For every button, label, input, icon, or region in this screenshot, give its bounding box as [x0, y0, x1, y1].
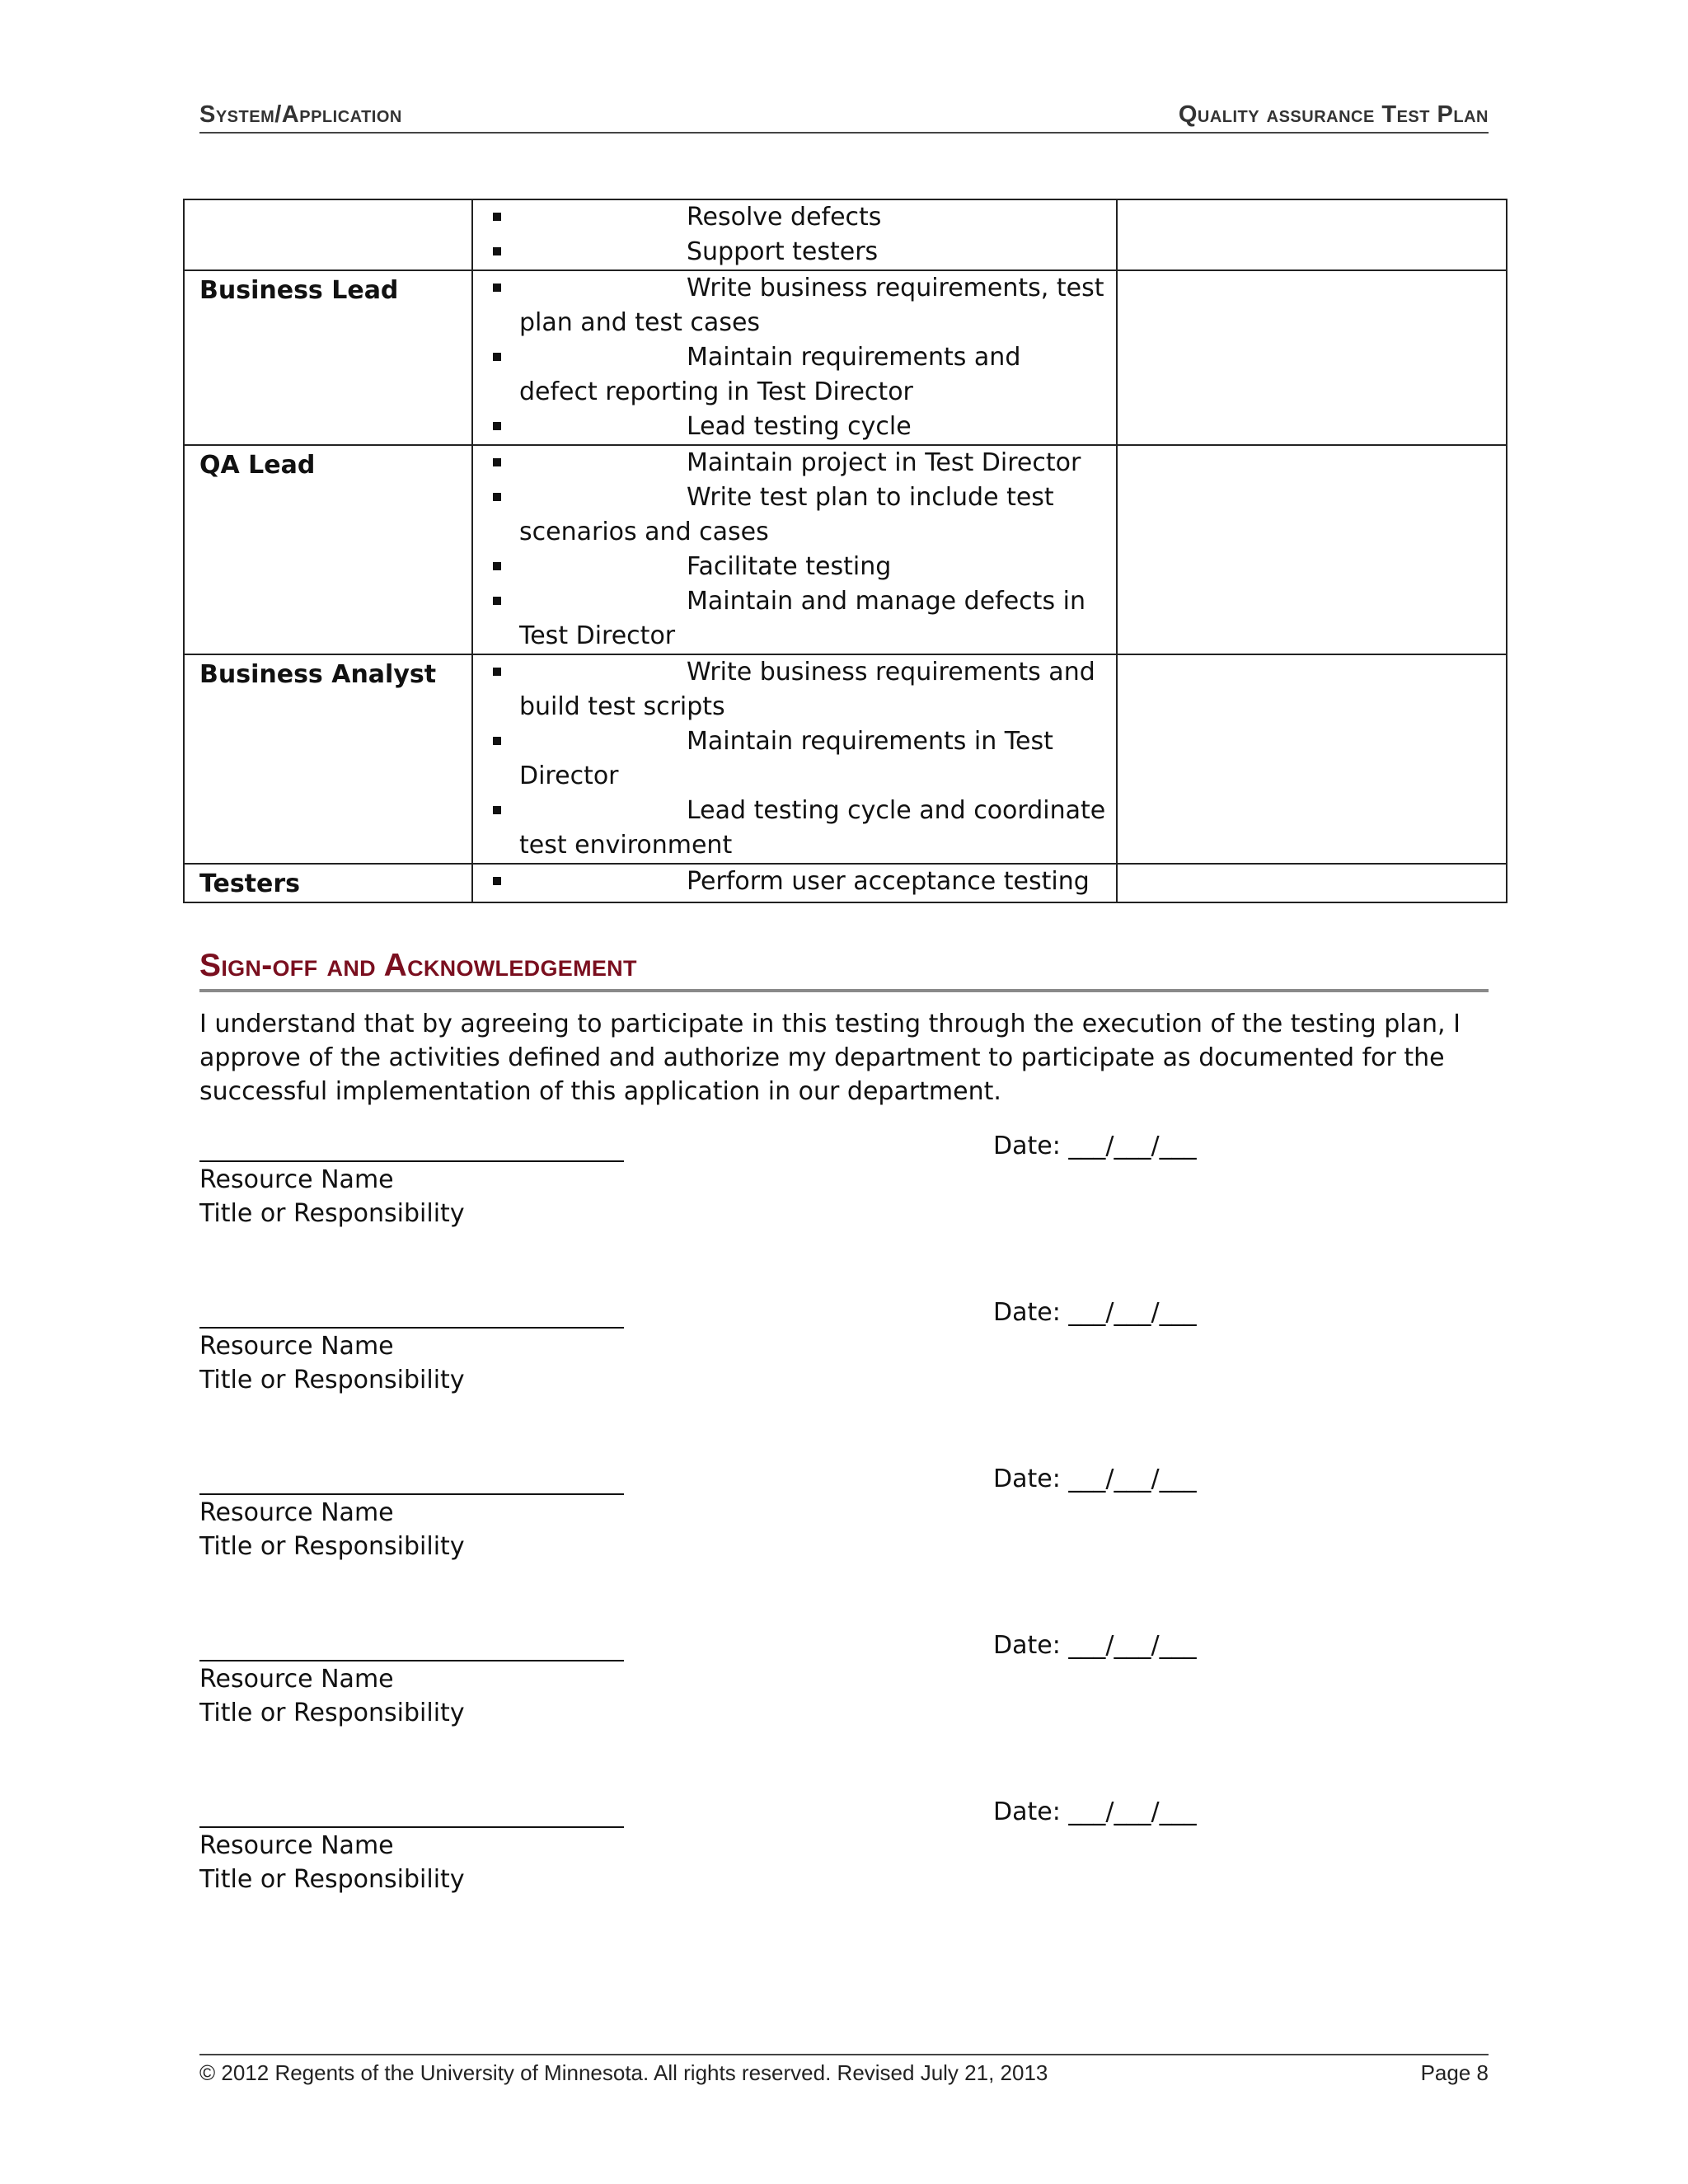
name-cell	[1117, 199, 1507, 270]
name-cell	[1117, 654, 1507, 864]
square-bullet-icon	[493, 284, 501, 292]
signoff-heading: Sign-off and Acknowledgement	[199, 948, 637, 983]
square-bullet-icon	[493, 213, 501, 221]
list-item	[519, 724, 1106, 794]
signature-block	[199, 1129, 1271, 1236]
square-bullet-icon	[493, 806, 501, 814]
responsibility-text: Maintain requirements in Test Director	[519, 727, 1053, 790]
resource-name-label: Resource Name	[199, 1165, 394, 1194]
date-field[interactable]: Date: ___/___/___	[993, 1298, 1197, 1327]
square-bullet-icon	[493, 877, 501, 885]
square-bullet-icon	[493, 353, 501, 361]
signature-block	[199, 1462, 1271, 1569]
section-heading	[199, 940, 1489, 992]
acknowledgement-text: I understand that by agreeing to participate in this testing through the execution of the testing plan, I approve of the activities defined and authorize my department to participate as documented for the successful implementation of this application in our department.	[199, 1010, 1461, 1106]
header-document-title: Quality assurance Test Plan	[1178, 101, 1489, 128]
square-bullet-icon	[493, 597, 501, 605]
square-bullet-icon	[493, 458, 501, 466]
title-responsibility-label: Title or Responsibility	[199, 1699, 465, 1727]
responsibility-text: Lead testing cycle and coordinate test environment	[519, 796, 1106, 860]
resource-name-label: Resource Name	[199, 1831, 394, 1860]
responsibilities-cell	[472, 864, 1117, 902]
responsibility-text: Lead testing cycle	[687, 412, 912, 441]
responsibility-text: Facilitate testing	[687, 552, 892, 581]
responsibility-text: Maintain and manage defects in Test Director	[519, 587, 1085, 650]
signature-line[interactable]	[199, 1795, 624, 1828]
role-cell: Business Analyst	[184, 654, 472, 864]
list-item	[519, 200, 1106, 235]
responsibilities-list	[488, 446, 1106, 654]
responsibilities-cell	[472, 654, 1117, 864]
date-field[interactable]: Date: ___/___/___	[993, 1631, 1197, 1660]
list-item	[519, 550, 1106, 584]
name-cell	[1117, 270, 1507, 445]
responsibility-text: Perform user acceptance testing	[687, 867, 1090, 896]
responsibility-text: Support testers	[687, 237, 879, 266]
date-field[interactable]: Date: ___/___/___	[993, 1132, 1197, 1160]
responsibilities-cell	[472, 445, 1117, 654]
list-item	[519, 584, 1106, 654]
responsibility-text: Resolve defects	[687, 203, 882, 232]
responsibilities-cell	[472, 199, 1117, 270]
list-item	[519, 235, 1106, 269]
table-row	[184, 864, 1507, 902]
role-cell: Testers	[184, 864, 472, 902]
signature-block	[199, 1296, 1271, 1403]
list-item	[519, 865, 1106, 899]
name-cell	[1117, 445, 1507, 654]
date-field[interactable]: Date: ___/___/___	[993, 1797, 1197, 1826]
list-item	[519, 410, 1106, 444]
square-bullet-icon	[493, 562, 501, 570]
signature-line[interactable]	[199, 1629, 624, 1661]
page-footer	[199, 2054, 1489, 2085]
responsibility-text: Write business requirements, test plan and test cases	[519, 274, 1104, 337]
signature-line[interactable]	[199, 1462, 624, 1495]
role-cell: QA Lead	[184, 445, 472, 654]
resource-name-label: Resource Name	[199, 1498, 394, 1527]
title-responsibility-label: Title or Responsibility	[199, 1366, 465, 1394]
page-number: Page 8	[1420, 2060, 1489, 2085]
square-bullet-icon	[493, 737, 501, 745]
responsibility-text: Write business requirements and build test scripts	[519, 658, 1095, 721]
roles-table-body	[184, 199, 1507, 902]
signature-line[interactable]	[199, 1296, 624, 1329]
name-cell	[1117, 864, 1507, 902]
list-item	[519, 271, 1106, 340]
signature-block	[199, 1795, 1271, 1902]
table-row	[184, 654, 1507, 864]
signature-block	[199, 1629, 1271, 1736]
responsibilities-list	[488, 865, 1106, 899]
list-item	[519, 794, 1106, 863]
square-bullet-icon	[493, 668, 501, 676]
signature-line[interactable]	[199, 1129, 624, 1162]
list-item	[519, 340, 1106, 410]
list-item	[519, 446, 1106, 480]
list-item	[519, 655, 1106, 724]
roles-table	[183, 199, 1507, 903]
responsibilities-cell	[472, 270, 1117, 445]
resource-name-label: Resource Name	[199, 1665, 394, 1694]
resource-name-label: Resource Name	[199, 1332, 394, 1361]
header-system-application: System/Application	[199, 101, 402, 128]
responsibilities-list	[488, 271, 1106, 444]
table-row	[184, 270, 1507, 445]
responsibility-text: Maintain requirements and defect reporting in Test Director	[519, 343, 1021, 406]
table-row	[184, 445, 1507, 654]
role-cell	[184, 199, 472, 270]
list-item	[519, 480, 1106, 550]
date-field[interactable]: Date: ___/___/___	[993, 1465, 1197, 1493]
table-row	[184, 199, 1507, 270]
title-responsibility-label: Title or Responsibility	[199, 1865, 465, 1894]
responsibilities-list	[488, 200, 1106, 269]
responsibilities-list	[488, 655, 1106, 863]
role-cell: Business Lead	[184, 270, 472, 445]
square-bullet-icon	[493, 493, 501, 501]
page-header	[199, 97, 1489, 134]
square-bullet-icon	[493, 247, 501, 255]
title-responsibility-label: Title or Responsibility	[199, 1199, 465, 1228]
footer-copyright: © 2012 Regents of the University of Minnesota. All rights reserved. Revised July 21, 2013	[199, 2060, 1048, 2085]
square-bullet-icon	[493, 422, 501, 430]
responsibility-text: Maintain project in Test Director	[687, 448, 1081, 477]
responsibility-text: Write test plan to include test scenarios and cases	[519, 483, 1054, 546]
title-responsibility-label: Title or Responsibility	[199, 1532, 465, 1561]
